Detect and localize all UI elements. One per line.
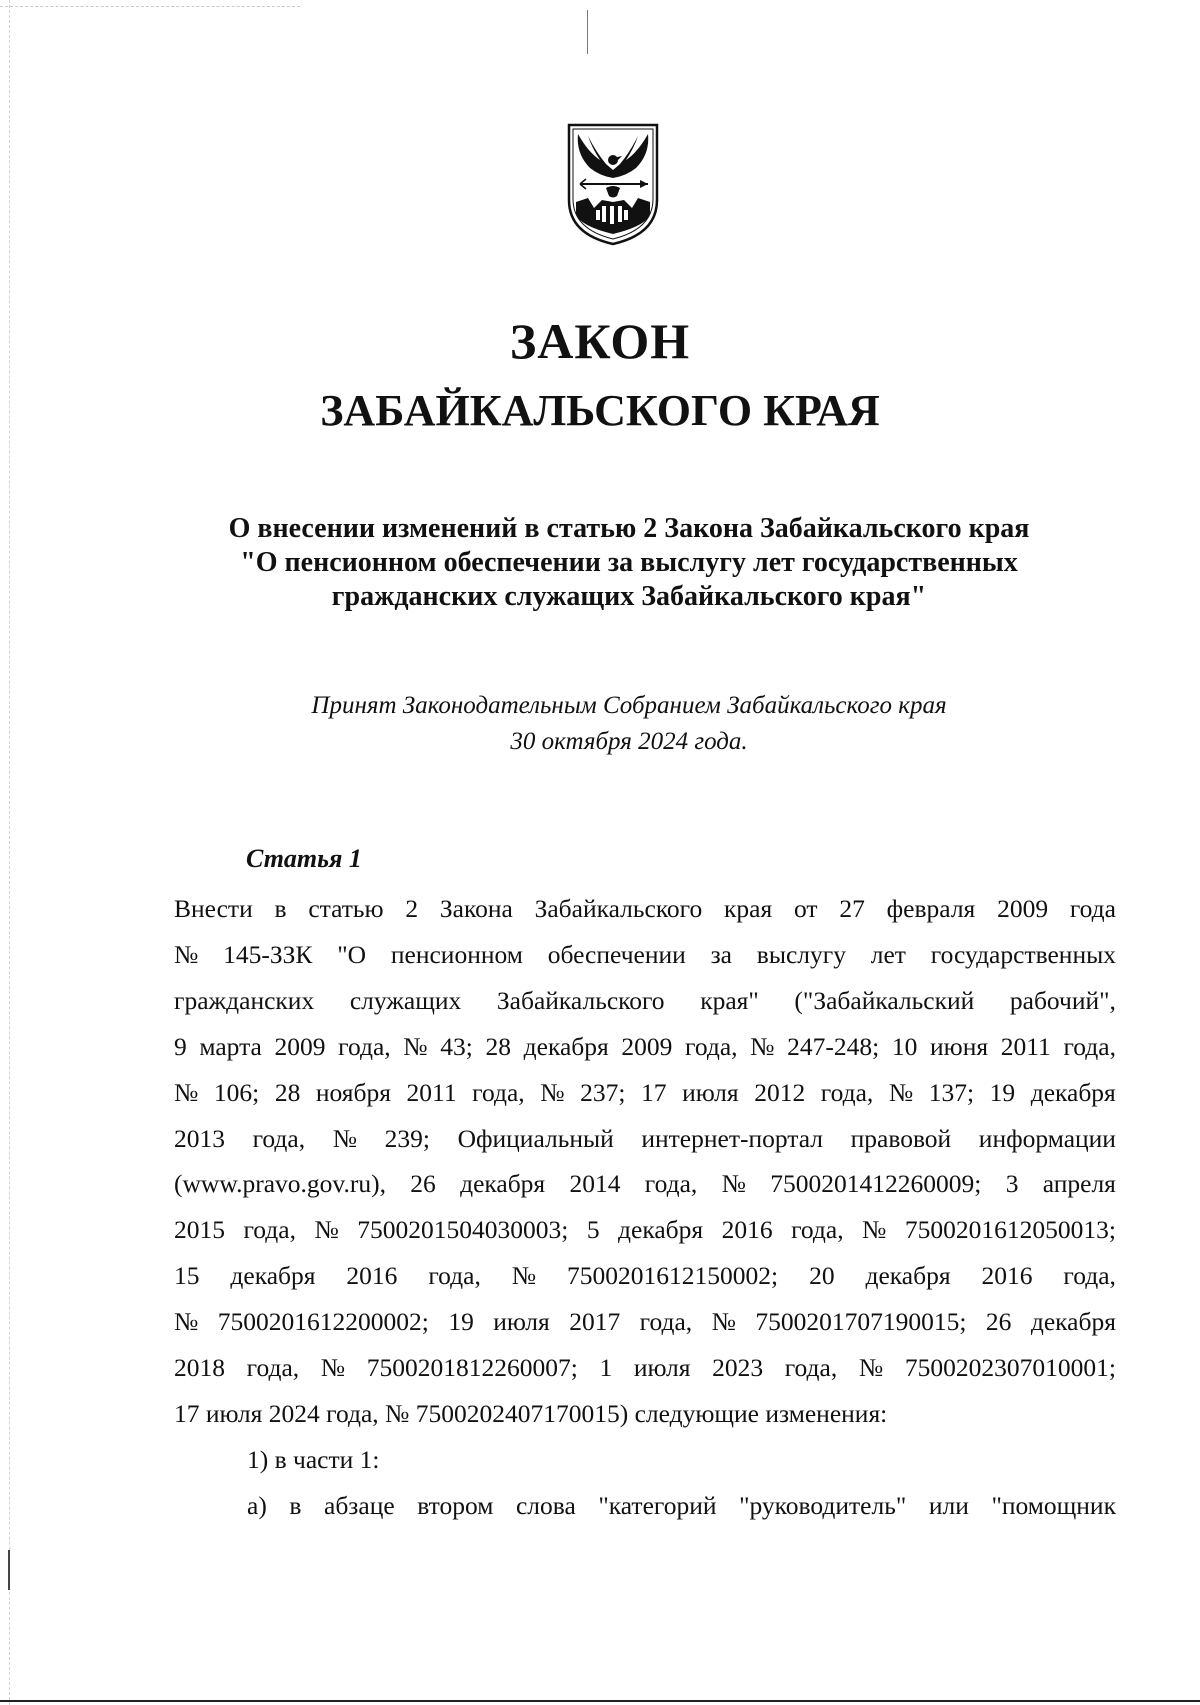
bottom-rule xyxy=(0,1700,1200,1702)
body-word: 28 xyxy=(485,1031,512,1061)
body-word: года, xyxy=(791,1215,844,1245)
body-word: государственных xyxy=(930,939,1116,969)
body-word: 237; xyxy=(580,1077,626,1107)
scan-left-edge xyxy=(9,0,10,1705)
body-word: за xyxy=(710,939,732,969)
body-word: рабочий", xyxy=(1009,985,1116,1015)
body-word: декабря xyxy=(1030,1077,1116,1107)
body-word: № xyxy=(540,1077,565,1107)
body-line xyxy=(174,932,1116,978)
body-word: года, xyxy=(820,1077,874,1107)
body-word: 26 xyxy=(985,1307,1012,1337)
body-word: Закона xyxy=(439,894,513,923)
body-word: 7500201612200002; xyxy=(217,1307,429,1337)
body-word: 137; xyxy=(928,1077,975,1107)
body-word: года, xyxy=(243,1215,296,1245)
body-word: абзаце xyxy=(324,1490,395,1520)
body-word: № xyxy=(174,1077,199,1107)
scan-left-mark xyxy=(8,1550,10,1590)
body-word: 7500201707190015; xyxy=(755,1307,967,1337)
body-word: года, xyxy=(1063,1261,1116,1291)
body-word: в xyxy=(274,894,287,923)
body-word: 2011 xyxy=(1000,1031,1051,1061)
body-word: 2018 xyxy=(174,1353,225,1383)
body-word: края xyxy=(724,894,773,923)
body-word: № xyxy=(750,1031,775,1061)
body-word: гражданских xyxy=(174,985,315,1015)
body-line xyxy=(174,1116,1116,1162)
body-word: 17 xyxy=(641,1077,667,1107)
law-subject xyxy=(150,512,1108,614)
body-word: служащих xyxy=(349,985,462,1015)
body-word: 2013 xyxy=(174,1123,225,1153)
body-word: № xyxy=(862,1215,887,1245)
body-word: 7500201612150002; xyxy=(567,1261,779,1291)
body-word: 7500201812260007; xyxy=(366,1353,578,1383)
body-word: статью xyxy=(308,894,384,923)
body-line xyxy=(174,1207,1116,1253)
body-word: или xyxy=(928,1490,969,1520)
body-line xyxy=(174,1161,1116,1207)
body-word: июля xyxy=(633,1353,691,1383)
body-word: № xyxy=(721,1169,746,1199)
body-line xyxy=(174,1253,1116,1299)
body-line xyxy=(174,1483,1116,1529)
body-word: года, xyxy=(246,1353,300,1383)
body-word: года, xyxy=(338,1031,391,1061)
body-word: декабря xyxy=(523,1031,609,1061)
body-word: года, xyxy=(644,1169,698,1199)
body-word: 239; xyxy=(384,1123,430,1153)
adoption-line: Принят Законодательным Собранием Забайкальского края xyxy=(311,692,947,719)
body-word: обеспечении xyxy=(547,939,686,969)
body-word: в xyxy=(289,1490,302,1520)
body-line xyxy=(174,1070,1116,1116)
body-word: № xyxy=(858,1353,884,1383)
body-word: 2016 xyxy=(981,1261,1033,1291)
body-word: а) xyxy=(247,1490,267,1520)
body-word: 2011 xyxy=(406,1077,457,1107)
body-word: 3 xyxy=(1005,1169,1019,1199)
body-word: края" xyxy=(700,985,759,1015)
body-word: (www.pravo.gov.ru), xyxy=(174,1169,386,1199)
adoption-note xyxy=(150,688,1108,760)
body-word: 9 xyxy=(174,1031,187,1061)
body-word: 43; xyxy=(440,1031,473,1061)
body-word: "руководитель" xyxy=(739,1490,907,1520)
body-word: 2023 xyxy=(712,1353,764,1383)
body-word: 247-248; xyxy=(787,1031,880,1061)
body-word: года, xyxy=(784,1353,838,1383)
body-word: декабря xyxy=(865,1261,951,1291)
body-line xyxy=(174,1437,1116,1483)
body-line xyxy=(174,886,1116,932)
body-word: года, xyxy=(685,1031,738,1061)
body-word: № xyxy=(711,1307,736,1337)
body-word: "категорий xyxy=(598,1490,717,1520)
article-heading: Статья 1 xyxy=(246,844,362,873)
body-word: 19 xyxy=(989,1077,1016,1107)
article-body xyxy=(174,886,1116,1529)
body-word: 106; xyxy=(213,1077,260,1107)
body-word: июня xyxy=(930,1031,989,1061)
body-word: 2015 xyxy=(174,1215,225,1245)
subject-line: гражданских служащих Забайкальского края" xyxy=(331,581,927,612)
body-word: 17 июля 2024 года, № 7500202407170015) следующие изменения: xyxy=(174,1398,888,1428)
body-word: № xyxy=(511,1261,537,1291)
body-word: 2009 xyxy=(621,1031,673,1061)
body-word: 19 xyxy=(448,1307,474,1337)
body-word: информации xyxy=(978,1123,1116,1153)
body-word: 10 xyxy=(891,1031,918,1061)
body-word: года, xyxy=(252,1123,306,1153)
body-word: года, xyxy=(472,1077,525,1107)
body-word: 1 xyxy=(599,1353,613,1383)
body-word: Забайкальского xyxy=(496,985,665,1015)
body-word: 7500202307010001; xyxy=(904,1353,1116,1383)
body-word: правовой xyxy=(850,1123,952,1153)
body-word: 2016 xyxy=(721,1215,773,1245)
body-line xyxy=(174,1391,1116,1437)
body-word: лет xyxy=(870,939,906,969)
body-word: 2009 xyxy=(274,1031,326,1061)
law-title: ЗАКОН xyxy=(509,313,691,369)
body-word: 2 xyxy=(405,894,419,923)
body-word: 27 xyxy=(839,894,865,923)
body-word: года, xyxy=(428,1261,481,1291)
subject-line: О внесении изменений в статью 2 Закона Забайкальского края xyxy=(228,513,1030,544)
body-word: 2016 xyxy=(346,1261,398,1291)
body-word: 20 xyxy=(809,1261,835,1291)
body-line xyxy=(174,1024,1116,1070)
body-word: пенсионном xyxy=(390,939,523,969)
body-word: 2009 xyxy=(997,894,1049,923)
body-word: № xyxy=(174,939,199,969)
body-word: втором xyxy=(417,1490,494,1520)
body-word: слова xyxy=(515,1490,576,1520)
body-word: выслугу xyxy=(756,939,846,969)
subject-line: "О пенсионном обеспечении за выслугу лет государственных xyxy=(240,547,1018,578)
body-word: июля xyxy=(493,1307,550,1337)
body-word: февраля xyxy=(886,894,976,923)
body-word: 2017 xyxy=(569,1307,621,1337)
body-line xyxy=(174,978,1116,1024)
body-word: 5 xyxy=(586,1215,600,1245)
body-word: ("Забайкальский xyxy=(794,985,975,1015)
body-word: 7500201412260009; xyxy=(770,1169,982,1199)
body-word: 1) в части 1: xyxy=(247,1444,380,1474)
body-word: № xyxy=(174,1307,199,1337)
body-word: 28 xyxy=(274,1077,301,1107)
body-word: "О xyxy=(337,939,367,969)
body-word: года, xyxy=(1063,1031,1116,1061)
body-word: № xyxy=(332,1123,358,1153)
body-word: Внести xyxy=(174,894,253,923)
body-word: декабря xyxy=(460,1169,546,1199)
fold-mark xyxy=(587,10,589,54)
body-word: Официальный xyxy=(457,1123,614,1153)
body-word: года xyxy=(1069,894,1116,923)
body-word: № xyxy=(320,1353,346,1383)
scan-top-edge xyxy=(0,6,300,7)
zabaykalsky-krai-coat-of-arms-icon xyxy=(566,122,660,247)
body-word: июля xyxy=(682,1077,739,1107)
body-word: 15 xyxy=(174,1261,200,1291)
body-word: декабря xyxy=(1030,1307,1116,1337)
body-word: 145-ЗЗК xyxy=(223,939,313,969)
body-word: Забайкальского xyxy=(534,894,703,923)
body-line xyxy=(174,1299,1116,1345)
body-word: года, xyxy=(639,1307,693,1337)
body-word: № xyxy=(888,1077,914,1107)
body-word: 7500201612050013; xyxy=(904,1215,1116,1245)
body-word: 7500201504030003; xyxy=(357,1215,569,1245)
law-region-title: ЗАБАЙКАЛЬСКОГО КРАЯ xyxy=(320,386,880,435)
body-word: 2012 xyxy=(754,1077,806,1107)
body-word: "помощник xyxy=(991,1490,1116,1520)
body-word: апреля xyxy=(1042,1169,1116,1199)
body-word: 26 xyxy=(410,1169,436,1199)
body-word: интернет-портал xyxy=(641,1123,824,1153)
body-word: декабря xyxy=(618,1215,704,1245)
body-line xyxy=(174,1345,1116,1391)
body-word: 2014 xyxy=(569,1169,621,1199)
body-word: марта xyxy=(199,1031,262,1061)
adoption-date: 30 октября 2024 года. xyxy=(510,728,748,755)
body-word: ноября xyxy=(315,1077,391,1107)
body-word: № xyxy=(403,1031,428,1061)
body-word: от xyxy=(794,894,818,923)
body-word: декабря xyxy=(230,1261,316,1291)
body-word: № xyxy=(314,1215,339,1245)
